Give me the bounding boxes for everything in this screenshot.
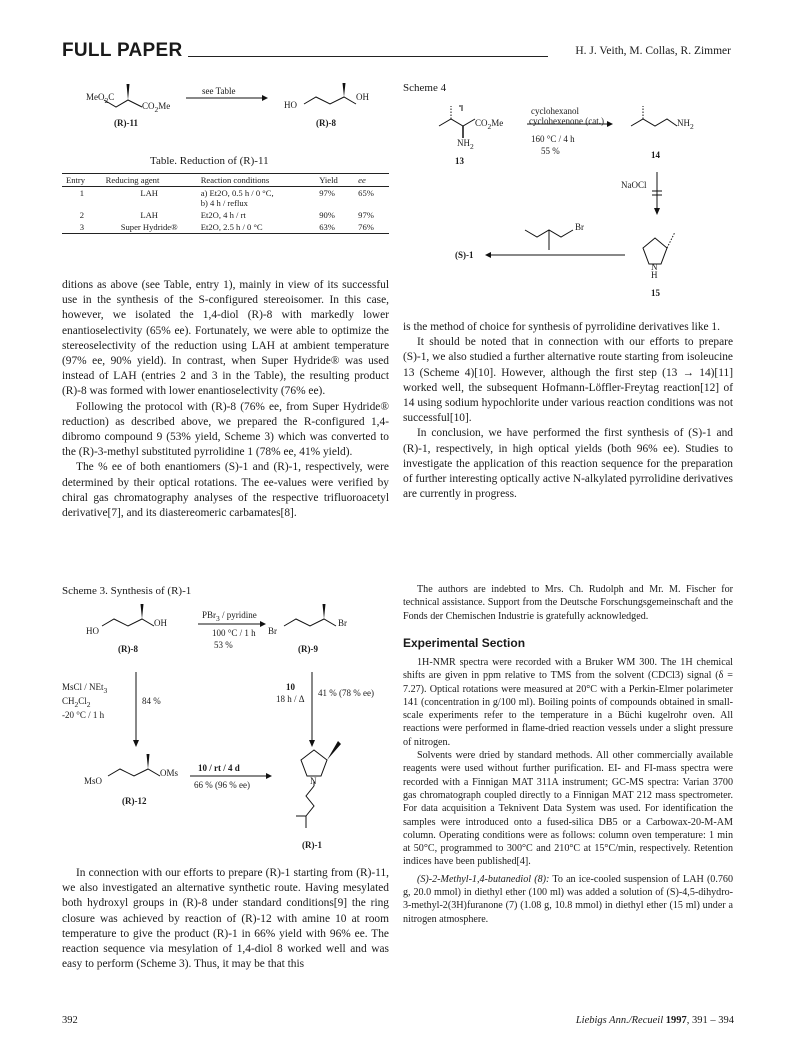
paragraph: The authors are indebted to Mrs. Ch. Rudolph and Mr. M. Fischer for technical assistance. Support from the Deutsche Forschungsgemeinschaft and the Fonds der Chemischen Industrie is gratefully acknowledged. [403,584,733,622]
cell-agent: Super Hydride® [120,222,178,232]
s3-diol-ho: HO [86,626,99,636]
compound-label-R8: (R)-8 [118,644,138,654]
s4-cond-b: cyclohexenone (cat.) [529,116,604,126]
s3-down-cond-b: $CH_2Cl_2$ [62,696,91,709]
table-caption: Table. Reduction of (R)-11 [150,155,269,167]
s3-product-n: N [310,776,317,786]
mol11-co: CO [142,101,155,111]
journal-section-title: FULL PAPER [62,40,183,61]
cell-yield: 90% [319,210,335,220]
s3-r1-cond-b: 100 °C / 1 h [212,628,256,638]
th-agent: Reducing agent [105,175,160,185]
paragraph: The % ee of both enantiomers (S)-1 and (R)-1, respectively, were determined by their optical rotations. The ee-values were verified by chiral gas chromatography analyses of the respective trifluoroacetyl derivative[7], and its diastereomeric carbamates[8]. [62,461,389,520]
top-arrow-label: see Table [202,86,236,96]
s4-pyr-n: N [651,262,658,272]
paragraph: In conclusion, we have performed the first synthesis of (S)-1 and (R)-1, respectively, in high optical yields (both 96% ee). Studies to investigate the application of this reaction sequence for the preparation of further interesting optically active N-alkylated pyrrolidine derivatives are currently in progress. [403,427,733,501]
compound-label-R12: (R)-12 [122,796,147,806]
cell-ee: 97% [358,210,374,220]
scheme3-caption: Scheme 3. Synthesis of (R)-1 [62,585,192,597]
s3-mso: MsO [84,776,103,786]
header-authors: H. J. Veith, M. Collas, R. Zimmer [575,45,731,57]
s4-co2me: $CO_2Me$ [475,118,504,131]
cell-conditions: Et2O, 2.5 h / 0 °C [200,222,263,232]
compound-label-S1: (S)-1 [455,250,474,260]
cell-conditions: Et2O, 4 h / rt [200,210,246,220]
s3-diol-oh: OH [154,618,167,628]
s3-br-left: Br [268,626,277,636]
th-entry: Entry [66,175,86,185]
mol8-ho: HO [284,100,297,110]
compound-label-R11: (R)-11 [114,118,138,128]
paragraph: Following the protocol with (R)-8 (76% ee, from Super Hydride® reduction) as described above, we prepared the R-configured 1,4-dibromo compound 9 (53% yield, Scheme 3) which was converted to the (R)-3-methyl substituted pyrrolidine 1 (78% ee, 41% yield). [62,400,389,459]
right-body-text [403,320,733,502]
mol11-meo: MeO [86,92,105,102]
s3-br-right: Br [338,618,347,628]
paragraph: Solvents were dried by standard methods. All other commercially available reagents were used without further purification. EI- and FI-mass spectra were recorded with a Finnigan MAT 311A instrument; GC-MS spectra: Varian 3700 gas chromatograph coupled directly to a Finnigan MAT 212 mass spectrometer. For data acquisition a Teknivent Data System was used. For identification the samples were introduced onto a fused-silica DB5 or a Carbowax-20-M-AM column. Operating conditions were as follows: column oven temperature: 1 min at 50°C, programmed to 300°C and 210°C at 15°C/min, respectively. Retention indices have been published[4]. [403,750,733,868]
s3-r1-cond-a: PBr$_3$ / pyridine [202,610,257,623]
cell-conditions: a) Et2O, 0.5 h / 0 °C, b) 4 h / reflux [200,188,274,208]
reduction-table [62,173,389,234]
table-row [62,187,389,210]
cell-entry: 3 [79,222,84,232]
paragraph: It should be noted that in connection with our efforts to prepare (S)-1, we also studied a further alternative route starting from isoleucine 13 (Scheme 4)[10]. However, although the first step (13 → 14)[11] worked well, the subsequent Hofmann-Löffler-Freytag reaction[12] of 14 using sodium hypochlorite under various reaction conditions was not successful[10]. [403,336,733,425]
s3-r3-cond-b: 66 % (96 % ee) [194,780,250,790]
s4-ile-nh2: $NH_2$ [457,138,474,151]
mol8-oh: OH [356,92,369,102]
acknowledgements [403,583,733,623]
mol11-me: Me [158,101,171,111]
s3-r3-cond-a: 10 / rt / 4 d [198,763,240,773]
compound-label-R9: (R)-9 [298,644,318,654]
header-rule [188,56,548,57]
top-scheme: MeO$_2$C $CO_2Me$ (R)-11 see Table HO OH (R)-8 [60,80,400,140]
scheme3 [62,600,392,862]
left-body-text-2 [62,866,389,972]
s3-right-cond-b: 18 h / Δ [276,694,305,704]
paragraph: In connection with our efforts to prepare (R)-1 starting from (R)-11, we also investigated an alternative synthetic route. Having mesylated both hydroxyl groups in (R)-8 under standard conditions[9] the ring closure was achieved by reaction of (R)-12 with amine 10 at room temperature to give the product (R)-1 in 66% yield with 96% ee. The reaction sequence via mesylation of 1,4-diol 8 worked well and was easy to perform (Scheme 3). Thus, it may be that this [62,867,389,971]
s4-naocl: NaOCl [621,180,647,190]
compound-label-14: 14 [651,150,660,160]
page-number: 392 [62,1015,78,1026]
s3-down-cond-c: -20 °C / 1 h [62,710,105,720]
s4-pyr-h: H [651,270,658,280]
table-row [62,209,389,221]
paragraph: 1H-NMR spectra were recorded with a Bruker WM 300. The 1H chemical shifts are given in ppm relative to TMS from the solvent (CDCl3) signal (δ = 7.27). Optical rotations were measured at 20°C with a Perkin-Elmer polarimeter 141 (concentration in g/100 ml). Boiling points of compounds obtained in small-scale experiments refer to the temperature in a Büchi kugelrohr oven. All reactions were performed in flame-dried reaction vessels under a slight pressure of nitrogen. [403,657,733,748]
paragraph: ditions as above (see Table, entry 1), mainly in view of its successful use in the synthesis of the S-configured stereoisomer. In this case, however, we isolated the 1,4-diol (R)-8 with markedly lower enantioselectivity (65% ee). Fortunately, we were able to optimize the stereoselectivity of the reduction using LAH at ambient temperature (97% ee, 90% yield). In contrast, when Super Hydride® was used instead of LAH (entries 2 and 3 in the Table), the resulting product (R)-8 was formed with lower enantioselectivity (76% ee). [62,279,389,398]
s3-down-cond-a: MsCl / NEt$_3$ [62,682,108,695]
cell-ee: 65% [358,188,374,198]
cell-agent: LAH [140,188,159,198]
cell-agent: LAH [140,210,159,220]
compound-label-13: 13 [455,156,464,166]
compound-label-R1: (R)-1 [302,840,322,850]
s3-oms: OMs [160,768,179,778]
journal-citation: Liebigs Ann./Recueil 1997, 391 – 394 [575,1015,734,1026]
s3-down-yield: 84 % [142,696,161,706]
table-row [62,221,389,234]
compound-label-15: 15 [651,288,660,298]
cell-yield: 63% [319,222,335,232]
experimental-heading: Experimental Section [403,636,526,650]
s3-right-yield: 41 % (78 % ee) [318,688,374,698]
cell-entry: 1 [79,188,84,198]
s3-right-cond-a: 10 [286,682,295,692]
mol11-c: C [108,92,115,102]
scheme4-caption: Scheme 4 [403,82,447,94]
experimental-text [403,656,733,926]
s4-amine-nh2: $NH_2$ [677,118,694,131]
s4-cond-a: cyclohexanol [531,106,579,116]
s3-r1-cond-c: 53 % [214,640,233,650]
s4-br: Br [575,222,584,232]
s4-cond-d: 55 % [541,146,560,156]
paragraph: is the method of choice for synthesis of pyrrolidine derivatives like 1. [403,321,720,333]
th-conditions: Reaction conditions [200,175,270,185]
th-yield: Yield [319,175,338,185]
cell-yield: 97% [319,188,335,198]
s4-cond-c: 160 °C / 4 h [531,134,575,144]
compound-label-R8: (R)-8 [316,118,336,128]
paragraph: (S)-2-Methyl-1,4-butanediol (8): To an ice-cooled suspension of LAH (0.760 g, 20.0 mmol) in diethyl ether (100 ml) was added a solution of (S)-4,5-dihydro-3-methyl-2(3H)furanone (7) (1.08 g, 10.8 mmol) in diethyl ether (15 ml) under a nitrogen atmosphere. [403,873,734,925]
left-body-text-1 [62,278,389,521]
cell-ee: 76% [358,222,374,232]
scheme4 [403,100,733,300]
procedure-title: (S)-2-Methyl-1,4-butanediol (8): [417,873,550,885]
th-ee: ee [358,175,366,185]
cell-entry: 2 [79,210,84,220]
table-header-row [62,174,389,187]
